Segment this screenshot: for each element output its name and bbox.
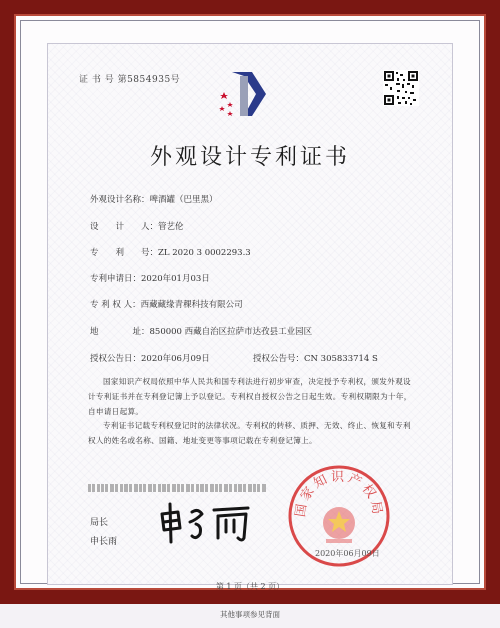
- address-row: [90, 325, 312, 337]
- address-label: 地 址：: [90, 327, 150, 337]
- patentee-value: 西藏藏缘青稞科技有限公司: [140, 300, 243, 310]
- page-indicator: 第 1 页（共 2 页）: [215, 582, 285, 591]
- cnipa-logo-icon: [218, 66, 270, 122]
- design-name-value: 啤酒罐（巴里黑）: [149, 195, 218, 205]
- filing-date-label: 专利申请日：: [90, 274, 142, 284]
- patentee-label: 专 利 权 人：: [90, 300, 141, 310]
- address-value: 850000 西藏自治区拉萨市达孜县工业园区: [149, 327, 313, 337]
- designer-row: [90, 220, 184, 232]
- patent-number-row: [90, 246, 251, 258]
- filing-date-value: 2020年01月03日: [141, 274, 210, 284]
- filing-date-row: [90, 272, 210, 284]
- announcement-number-row: [253, 352, 378, 364]
- design-name-row: [90, 193, 218, 205]
- director-name: 申长雨: [90, 537, 118, 547]
- document-title: 外观设计专利证书: [149, 145, 350, 170]
- barcode-icon: [88, 484, 266, 492]
- certificate-number: 证 书 号 第5854935号: [79, 75, 181, 85]
- grant-date-label: 授权公告日：: [90, 354, 142, 364]
- director-title: 局长: [90, 518, 109, 528]
- grant-date-value: 2020年06月09日: [141, 354, 210, 364]
- grant-date-row: [90, 352, 210, 364]
- back-notes-caption: 其他事项参见背面: [220, 610, 280, 619]
- announcement-number-label: 授权公告号：: [253, 354, 305, 364]
- patent-number-label: 专 利 号：: [90, 248, 159, 258]
- patentee-row: [90, 298, 243, 310]
- grant-paragraph: 国家知识产权局依照中华人民共和国专利法进行初步审查，决定授予专利权，颁发外观设计专利证书并在专利登记簿上予以登记。专利权自授权公告之日起生效。专利权期限为十年，自申请日起算。: [88, 377, 412, 416]
- announcement-number-value: CN 305833714 S: [304, 354, 378, 364]
- qr-code-icon: [383, 70, 419, 106]
- seal-date: 2020年06月09日: [315, 549, 380, 558]
- designer-value: 管艺伦: [158, 222, 184, 232]
- design-name-label: 外观设计名称：: [90, 195, 150, 205]
- director-signature: [156, 500, 256, 546]
- patent-number-value: ZL 2020 3 0002293.3: [158, 248, 251, 258]
- record-paragraph: 专利证书记载专利权登记时的法律状况。专利权的转移、质押、无效、终止、恢复和专利权人的姓名或名称、国籍、地址变更等事项记载在专利登记簿上。: [88, 421, 411, 445]
- designer-label: 设 计 人：: [90, 222, 159, 232]
- seal-text: 国家知识产权局: [293, 469, 385, 519]
